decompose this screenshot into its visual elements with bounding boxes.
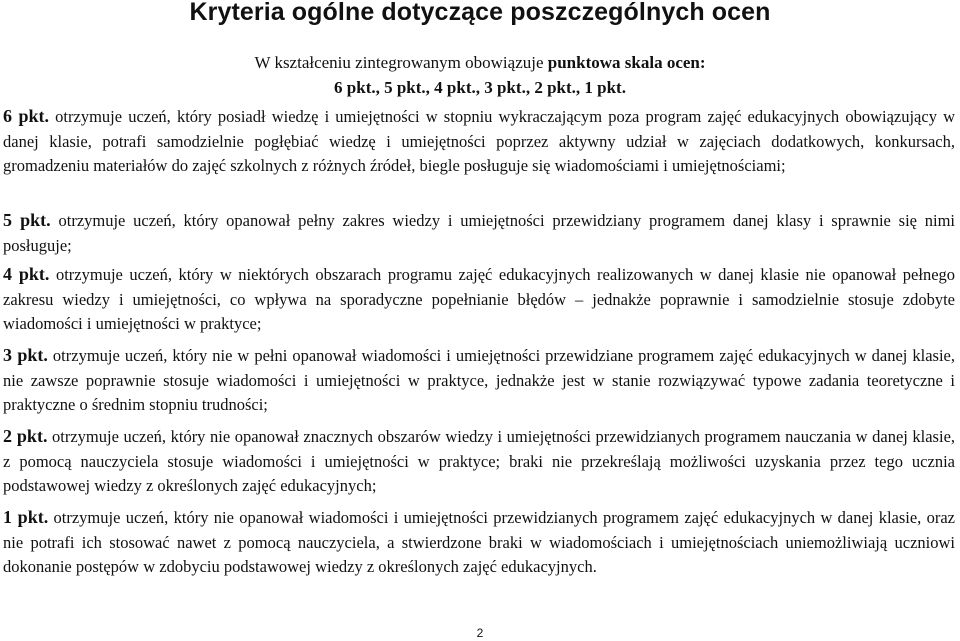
criterion-label: 1 pkt. (3, 507, 49, 527)
criterion-6 (3, 104, 955, 179)
intro-lead: W kształceniu zintegrowanym obowiązuje (254, 53, 548, 72)
criterion-2 (3, 424, 955, 499)
criterion-label: 6 pkt. (3, 106, 50, 126)
intro-bold: punktowa skala ocen: (547, 53, 706, 72)
criterion-text: otrzymuje uczeń, który opanował pełny zakres wiedzy i umiejętności przewidziany programem danej klasy i sprawnie się nimi posługuje; (3, 211, 956, 255)
scale-line (0, 75, 960, 100)
criterion-1 (3, 505, 955, 580)
document-title: Kryteria ogólne dotyczące poszczególnych ocen (189, 0, 771, 26)
scale-values: 6 pkt., 5 pkt., 4 pkt., 3 pkt., 2 pkt., 1 pkt. (334, 78, 626, 97)
criterion-label: 2 pkt. (3, 426, 48, 446)
intro-block (0, 50, 960, 100)
intro-line (0, 50, 960, 75)
criterion-text: otrzymuje uczeń, który nie w pełni opanował wiadomości i umiejętności przewidziane programem zajęć edukacyjnych w danej klasie, nie zawsze poprawnie stosuje wiadomości i umiejętności w praktyce, jednakże jest w stanie rozwiązywać typowe zadania teoretyczne i praktyczne o średnim stopniu trudności; (3, 346, 956, 414)
criterion-label: 3 pkt. (3, 345, 48, 365)
criterion-5 (3, 208, 955, 258)
criterion-3 (3, 343, 955, 418)
criterion-text: otrzymuje uczeń, który nie opanował wiadomości i umiejętności przewidzianych programem zajęć edukacyjnych w danej klasie, oraz nie potrafi ich stosować nawet z pomocą nauczyciela, a stwierdzone braki w wiadomościach i umiejętnościach uniemożliwiają uczniowi dokonanie postępów w zdobyciu podstawowej wiedzy z określonych zajęć edukacyjnych. (3, 508, 956, 576)
criterion-label: 5 pkt. (3, 210, 51, 230)
page-number: 2 (476, 626, 484, 640)
criterion-4 (3, 262, 955, 337)
criterion-text: otrzymuje uczeń, który nie opanował znacznych obszarów wiedzy i umiejętności przewidzianych programem nauczania w danej klasie, z pomocą nauczyciela stosuje wiadomości i umiejętności w praktyce; braki nie przekreślają możliwości uzyskania przez tego ucznia podstawowej wiedzy z określonych zajęć edukacyjnych; (3, 427, 956, 495)
criterion-text: otrzymuje uczeń, który posiadł wiedzę i umiejętności w stopniu wykraczającym poza program zajęć edukacyjnych obowiązujący w danej klasie, potrafi samodzielnie pogłębiać wiedzę i umiejętności poprzez aktywny udział w zajęciach dodatkowych, konkursach, gromadzeniu materiałów do zajęć szkolnych z różnych źródeł, biegle posługuje się wiadomościami i umiejętnościami; (3, 107, 955, 175)
criterion-text: otrzymuje uczeń, który w niektórych obszarach programu zajęć edukacyjnych realizowanych w danej klasie nie opanował pełnego zakresu wiedzy i umiejętności, co wpływa na sporadyczne popełnianie błędów – jednakże poprawnie i samodzielnie stosuje zdobyte wiadomości i umiejętności w praktyce; (3, 265, 956, 333)
criterion-label: 4 pkt. (3, 264, 50, 284)
